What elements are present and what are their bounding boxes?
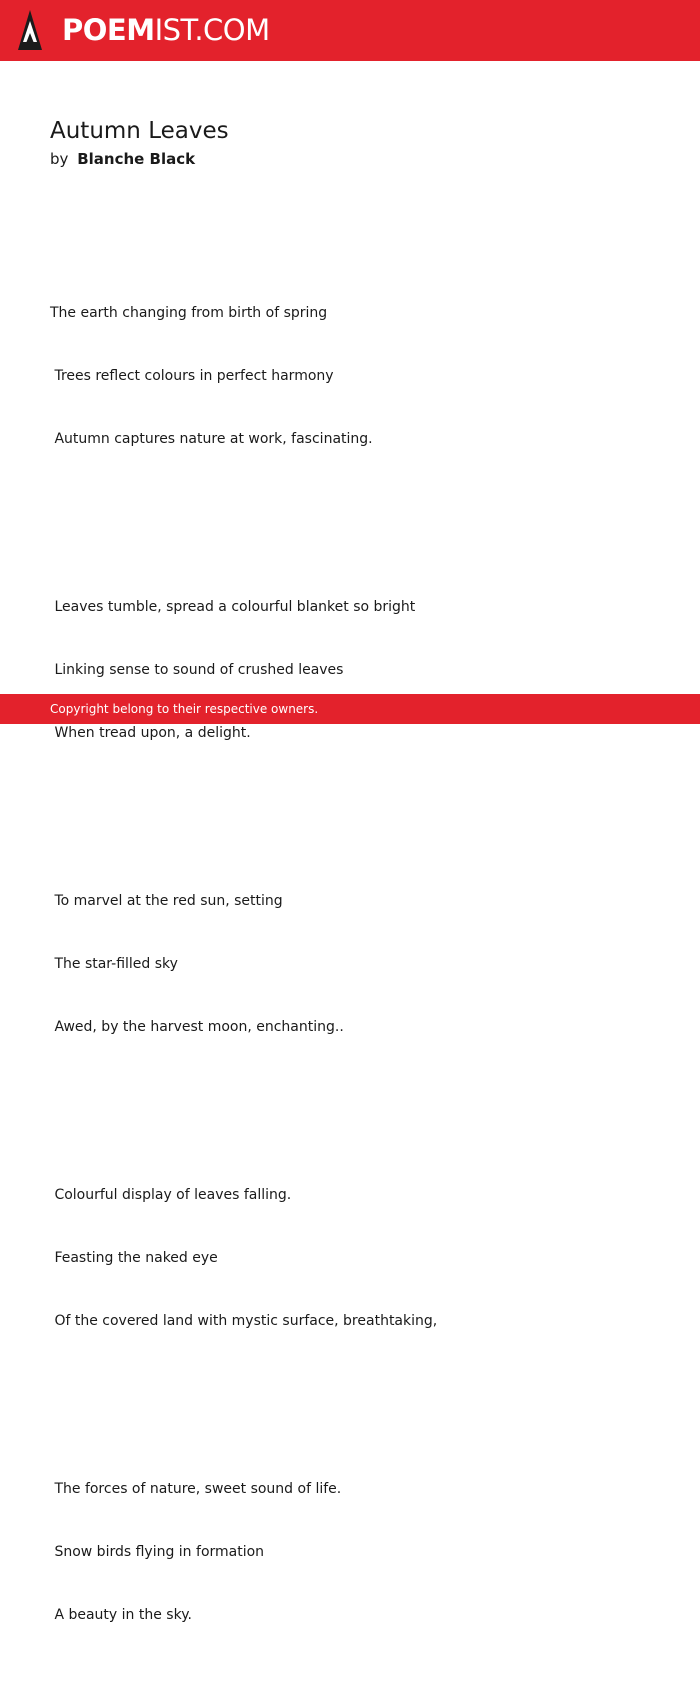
site-footer [0,694,700,724]
poem-stanza [50,1437,670,1668]
by-label: by [50,150,69,168]
poem-byline [50,148,195,170]
poem-title: Autumn Leaves [50,118,229,144]
poem-line: A beauty in the sky. [50,1607,192,1623]
poem-stanza [50,1143,670,1374]
poem-line: Snow birds flying in formation [50,1544,265,1560]
poem-line: When tread upon, a delight. [50,725,251,741]
copyright-text: Copyright belong to their respective owners. [50,702,319,716]
poem-line: Colourful display of leaves falling. [50,1187,292,1203]
poem-line: Trees reflect colours in perfect harmony [50,368,334,384]
poem-body [50,219,670,1689]
poem-line: Linking sense to sound of crushed leaves [50,662,344,678]
poem-line: Leaves tumble, spread a colourful blanket so bright [50,599,416,615]
site-header [0,0,700,61]
poem-line: To marvel at the red sun, setting [50,893,283,909]
poem-line: Feasting the naked eye [50,1250,218,1266]
poem-line: The star-filled sky [50,956,178,972]
poem-stanza [50,555,670,786]
poem-line: The earth changing from birth of spring [50,305,328,321]
poem-line: Of the covered land with mystic surface, breathtaking, [50,1313,438,1329]
site-logo[interactable] [62,12,270,48]
poem-stanza [50,261,670,492]
poem-author[interactable]: Blanche Black [77,150,196,168]
poem-line: The forces of nature, sweet sound of life. [50,1481,342,1497]
logo-bold-text: POEM [62,13,155,47]
pencil-tip-icon[interactable] [17,9,43,51]
poem-stanza [50,849,670,1080]
poem-line: Autumn captures nature at work, fascinating. [50,431,373,447]
logo-light-text: IST.COM [154,13,270,47]
poem-line: Awed, by the harvest moon, enchanting.. [50,1019,344,1035]
